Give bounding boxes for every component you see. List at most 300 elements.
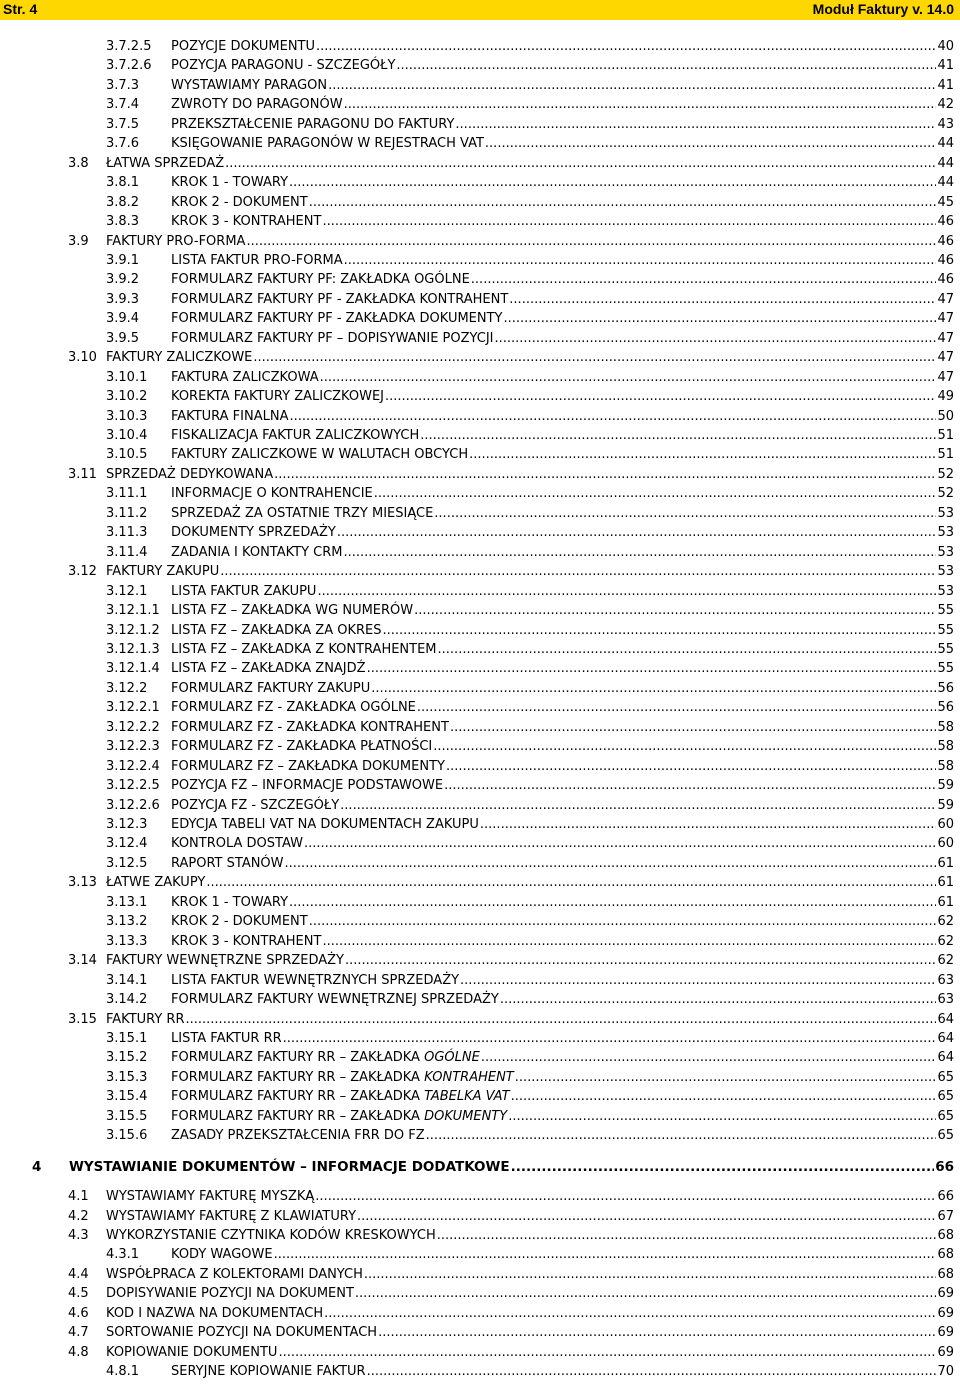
toc-dot-leader xyxy=(371,680,936,697)
toc-entry[interactable] xyxy=(106,367,954,386)
toc-dot-leader xyxy=(274,1246,937,1263)
toc-entry[interactable] xyxy=(106,250,954,269)
toc-entry[interactable] xyxy=(68,1322,954,1341)
toc-entry-title-text: LISTA FAKTUR ZAKUPU xyxy=(171,583,317,599)
toc-entry[interactable] xyxy=(106,1125,954,1144)
toc-entry[interactable] xyxy=(106,833,954,852)
toc-entry-title xyxy=(171,446,468,463)
toc-entry-title xyxy=(171,544,342,561)
toc-dot-leader xyxy=(396,57,936,74)
toc-entry-title xyxy=(106,1305,323,1322)
toc-entry[interactable] xyxy=(68,872,954,891)
toc-entry[interactable] xyxy=(106,328,954,347)
toc-entry-title-text: FORMULARZ FAKTURY PF - ZAKŁADKA DOKUMENTY xyxy=(171,311,503,327)
toc-entry-title-text: LISTA FZ – ZAKŁADKA Z KONTRAHENTEM xyxy=(171,641,437,657)
toc-entry-title xyxy=(171,972,459,989)
toc-entry[interactable] xyxy=(68,1225,954,1244)
toc-entry-title xyxy=(171,252,343,269)
toc-entry-title xyxy=(106,952,344,969)
toc-entry-title xyxy=(171,583,316,600)
toc-entry[interactable] xyxy=(106,1106,954,1125)
toc-entry[interactable] xyxy=(106,55,954,74)
toc-dot-leader xyxy=(469,446,936,463)
toc-entry-title xyxy=(171,38,315,55)
toc-entry-page: 65 xyxy=(937,1108,954,1124)
toc-entry[interactable] xyxy=(106,444,954,463)
toc-entry-page: 51 xyxy=(937,428,954,443)
toc-entry-title xyxy=(171,680,370,697)
toc-dot-leader xyxy=(316,38,936,55)
toc-entry-title xyxy=(171,1127,425,1144)
toc-entry[interactable] xyxy=(68,1303,954,1322)
toc-entry-title-text: KROK 2 - DOKUMENT xyxy=(171,194,308,210)
toc-entry-title-italic: DOKUMENTY xyxy=(424,1108,508,1124)
toc-entry-number: 3.12.1.1 xyxy=(106,603,160,619)
toc-entry[interactable] xyxy=(106,600,954,619)
toc-entry[interactable] xyxy=(68,464,954,483)
toc-entry-title-text: KOPIOWANIE DOKUMENTU xyxy=(106,1344,278,1360)
toc-entry-title-text: PRZEKSZTAŁCENIE PARAGONU DO FAKTURY xyxy=(171,116,455,132)
toc-entry-title xyxy=(106,233,245,250)
toc-entry-title-text: FORMULARZ FZ – ZAKŁADKA DOKUMENTY xyxy=(171,758,445,774)
toc-entry-page: 47 xyxy=(937,291,954,307)
toc-entry[interactable] xyxy=(106,36,954,55)
toc-entry-number: 3.7.3 xyxy=(106,77,140,93)
toc-entry-title-text: FAKTURY PRO-FORMA xyxy=(106,233,246,249)
toc-entry-title-text: WYSTAWIAMY FAKTURĘ Z KLAWIATURY xyxy=(106,1208,357,1224)
toc-entry-title xyxy=(171,291,508,308)
toc-entry-title xyxy=(171,816,479,833)
toc-entry[interactable] xyxy=(106,775,954,794)
toc-entry-title xyxy=(171,777,443,794)
toc-entry[interactable] xyxy=(68,1264,954,1283)
toc-entry-number: 3.7.2.6 xyxy=(106,58,152,74)
toc-entry-number: 3.14 xyxy=(68,953,97,969)
toc-dot-leader xyxy=(315,1188,936,1205)
toc-entry-title-text: POZYCJA FZ – INFORMACJE PODSTAWOWE xyxy=(171,778,444,794)
toc-entry[interactable] xyxy=(106,289,954,308)
toc-entry-page: 46 xyxy=(937,272,954,288)
toc-entry-page: 53 xyxy=(937,525,954,541)
toc-entry-page: 40 xyxy=(937,39,954,54)
toc-entry[interactable] xyxy=(106,425,954,444)
toc-entry-title-text: KROK 3 - KONTRAHENT xyxy=(171,933,322,949)
toc-entry[interactable] xyxy=(106,308,954,327)
toc-dot-leader xyxy=(511,1159,935,1176)
toc-entry[interactable] xyxy=(68,1342,954,1361)
toc-dot-leader xyxy=(420,427,936,444)
toc-entry-page: 69 xyxy=(937,1344,954,1360)
toc-dot-leader xyxy=(278,1344,936,1361)
toc-entry-page: 70 xyxy=(937,1364,954,1380)
toc-entry-number: 3.11.2 xyxy=(106,505,148,521)
toc-entry-title-text: SPRZEDAŻ DEDYKOWANA xyxy=(106,466,274,482)
toc-entry-title xyxy=(171,641,437,658)
toc-entry-title-text: FAKTURY WEWNĘTRZNE SPRZEDAŻY xyxy=(106,953,344,969)
toc-entry[interactable] xyxy=(106,639,954,658)
toc-entry-number: 3.8.1 xyxy=(106,175,140,191)
toc-entry-page: 51 xyxy=(937,447,954,463)
toc-entry[interactable] xyxy=(68,1206,954,1225)
toc-entry-page: 66 xyxy=(937,1189,954,1205)
toc-entry-title xyxy=(171,174,288,191)
toc-entry-page: 45 xyxy=(937,194,954,210)
toc-entry-number: 4.3 xyxy=(68,1228,89,1243)
toc-entry-title-text: POZYCJA PARAGONU - SZCZEGÓŁY xyxy=(171,58,396,74)
toc-entry-number: 3.13.2 xyxy=(106,914,148,930)
toc-entry-title xyxy=(171,1030,282,1047)
toc-dot-leader xyxy=(515,1069,937,1086)
toc-entry-title xyxy=(106,1285,354,1302)
toc-entry-number: 3.12.2.5 xyxy=(106,778,160,794)
toc-entry-number: 4.6 xyxy=(68,1305,89,1321)
toc-entry-title-text: KROK 1 - TOWARY xyxy=(171,175,289,191)
toc-dot-leader xyxy=(500,991,937,1008)
toc-entry-page: 58 xyxy=(937,739,954,755)
toc-entry-page: 58 xyxy=(937,758,954,774)
toc-entry-title xyxy=(171,271,470,288)
toc-dot-leader xyxy=(309,913,937,930)
toc-entry-page: 64 xyxy=(937,1011,954,1027)
toc-entry[interactable] xyxy=(68,950,954,969)
toc-entry-title-text: WSPÓŁPRACA Z KOLEKTORAMI DANYCH xyxy=(106,1266,363,1282)
toc-entry[interactable] xyxy=(68,153,954,172)
toc-dot-leader xyxy=(417,699,937,716)
toc-entry-title-text: WYKORZYSTANIE CZYTNIKA KODÓW KRESKOWYCH xyxy=(106,1228,436,1243)
toc-entry-number: 3.9.4 xyxy=(106,311,140,327)
toc-dot-leader xyxy=(438,641,937,658)
toc-dot-leader xyxy=(385,388,936,405)
toc-entry-title xyxy=(106,1188,314,1205)
toc-entry-title-text: FAKTURY RR xyxy=(106,1011,185,1027)
toc-entry[interactable] xyxy=(106,542,954,561)
toc-entry-title-text: KOREKTA FAKTURY ZALICZKOWEJ xyxy=(171,389,384,405)
toc-entry-page: 53 xyxy=(937,583,954,599)
toc-entry-number: 3.12.2.4 xyxy=(106,758,160,774)
toc-entry[interactable] xyxy=(106,503,954,522)
toc-entry-number: 3.11.4 xyxy=(106,544,148,560)
toc-entry-title-text: KONTROLA DOSTAW xyxy=(171,836,304,852)
toc-entry-number: 4.8.1 xyxy=(106,1364,140,1380)
toc-entry[interactable] xyxy=(106,581,954,600)
toc-entry-page: 69 xyxy=(937,1286,954,1302)
toc-entry-page: 69 xyxy=(937,1325,954,1341)
toc-entry[interactable] xyxy=(106,114,954,133)
toc-entry-page: 62 xyxy=(937,933,954,949)
toc-entry-number: 3.12.1 xyxy=(106,583,148,599)
toc-entry-number: 3.12.2.3 xyxy=(106,739,160,755)
toc-dot-leader xyxy=(309,194,937,211)
toc-entry-page: 61 xyxy=(937,894,954,910)
toc-entry[interactable] xyxy=(106,756,954,775)
toc-entry-number: 3.10.5 xyxy=(106,447,148,463)
toc-entry-title xyxy=(171,96,343,113)
toc-entry-number: 4.2 xyxy=(68,1208,89,1224)
toc-entry-number: 3.9.2 xyxy=(106,272,140,288)
toc-entry-title xyxy=(171,1246,273,1263)
toc-entry-page: 42 xyxy=(937,97,954,113)
toc-entry-page: 43 xyxy=(937,116,954,132)
toc-entry[interactable] xyxy=(106,658,954,677)
toc-entry-page: 68 xyxy=(937,1266,954,1282)
toc-dot-leader xyxy=(434,505,936,522)
toc-entry-page: 55 xyxy=(937,641,954,657)
toc-entry-page: 47 xyxy=(937,369,954,385)
toc-dot-leader xyxy=(289,408,936,425)
toc-entry[interactable] xyxy=(106,717,954,736)
toc-dot-leader xyxy=(367,660,937,677)
toc-entry[interactable] xyxy=(68,1186,954,1205)
toc-entry-title-text: LISTA FAKTUR WEWNĘTRZNYCH SPRZEDAŻY xyxy=(171,972,460,988)
toc-entry-title xyxy=(171,991,499,1008)
toc-entry-title xyxy=(171,388,384,405)
toc-entry[interactable] xyxy=(106,483,954,502)
toc-dot-leader xyxy=(509,291,936,308)
toc-entry-title-text: INFORMACJE O KONTRAHENCIE xyxy=(171,486,373,502)
page-header xyxy=(0,0,960,20)
toc-dot-leader xyxy=(328,77,936,94)
toc-entry-page: 58 xyxy=(937,719,954,735)
toc-entry-title-text: WYSTAWIANIE DOKUMENTÓW – INFORMACJE DODATKOWE xyxy=(69,1158,510,1175)
toc-entry-page: 59 xyxy=(937,778,954,794)
toc-dot-leader xyxy=(225,155,936,172)
toc-entry[interactable] xyxy=(68,1009,954,1028)
toc-entry-title xyxy=(171,77,327,94)
toc-entry-title xyxy=(69,1159,510,1176)
toc-entry[interactable] xyxy=(106,814,954,833)
toc-entry-title xyxy=(171,369,319,386)
toc-entry-title xyxy=(171,913,308,930)
toc-entry-title xyxy=(171,1088,510,1105)
toc-entry-title-text: SPRZEDAŻ ZA OSTATNIE TRZY MIESIĄCE xyxy=(171,505,434,521)
toc-entry-title-text: FORMULARZ FAKTURY RR – ZAKŁADKA xyxy=(171,1089,425,1105)
toc-dot-leader xyxy=(378,1324,936,1341)
toc-entry-page: 66 xyxy=(935,1158,954,1175)
toc-entry-title-text: FORMULARZ FAKTURY ZAKUPU xyxy=(171,680,371,696)
toc-entry[interactable] xyxy=(106,697,954,716)
toc-entry-number: 3.15.4 xyxy=(106,1089,148,1105)
toc-entry-title-text: KOD I NAZWA NA DOKUMENTACH xyxy=(106,1305,324,1321)
toc-entry-title-text: FORMULARZ FZ - ZAKŁADKA PŁATNOŚCI xyxy=(171,739,433,755)
toc-entry-title xyxy=(171,855,284,872)
toc-entry-page: 63 xyxy=(937,992,954,1008)
toc-entry-number: 3.11 xyxy=(68,466,97,482)
toc-entry-title-text: FAKTURY ZALICZKOWE xyxy=(106,350,253,366)
toc-entry-title xyxy=(171,1108,507,1125)
toc-entry-number: 3.7.6 xyxy=(106,136,140,152)
toc-dot-leader xyxy=(355,1285,937,1302)
toc-entry-page: 69 xyxy=(937,1305,954,1321)
toc-entry-page: 68 xyxy=(937,1247,954,1263)
toc-entry[interactable] xyxy=(106,386,954,405)
toc-entry-title xyxy=(171,602,413,619)
toc-entry-title-text: FORMULARZ FAKTURY PF – DOPISYWANIE POZYCJI xyxy=(171,330,494,346)
toc-entry[interactable] xyxy=(106,795,954,814)
toc-entry[interactable] xyxy=(106,172,954,191)
toc-entry-title xyxy=(171,524,336,541)
toc-entry[interactable] xyxy=(106,1361,954,1380)
toc-entry[interactable] xyxy=(106,620,954,639)
toc-entry-title xyxy=(106,1266,363,1283)
toc-entry-page: 64 xyxy=(937,1030,954,1046)
toc-dot-leader xyxy=(340,797,936,814)
toc-entry-number: 4.5 xyxy=(68,1286,89,1302)
toc-dot-leader xyxy=(446,758,937,775)
toc-entry[interactable] xyxy=(32,1157,954,1176)
toc-dot-leader xyxy=(444,777,936,794)
toc-entry[interactable] xyxy=(68,231,954,250)
toc-entry-page: 47 xyxy=(937,330,954,346)
toc-entry-title xyxy=(171,330,494,347)
toc-entry-title-text: LISTA FZ – ZAKŁADKA WG NUMERÓW xyxy=(171,603,414,619)
toc-entry-page: 41 xyxy=(937,77,954,93)
toc-entry-title xyxy=(106,1324,377,1341)
toc-entry[interactable] xyxy=(106,736,954,755)
toc-entry-title xyxy=(171,894,288,911)
toc-entry[interactable] xyxy=(106,75,954,94)
toc-entry-title xyxy=(171,505,433,522)
toc-entry-title-text: FAKTURA FINALNA xyxy=(171,408,289,424)
toc-entry-page: 53 xyxy=(937,505,954,521)
toc-entry-page: 55 xyxy=(937,603,954,619)
toc-entry[interactable] xyxy=(106,970,954,989)
toc-entry-page: 46 xyxy=(937,214,954,230)
toc-entry-page: 61 xyxy=(937,855,954,871)
toc-entry-title-text: FORMULARZ FAKTURY RR – ZAKŁADKA xyxy=(171,1108,425,1124)
toc-dot-leader xyxy=(364,1266,937,1283)
toc-entry[interactable] xyxy=(68,1283,954,1302)
toc-entry-title-text: FORMULARZ FAKTURY PF: ZAKŁADKA OGÓLNE xyxy=(171,272,470,288)
toc-entry-number: 3.15.5 xyxy=(106,1108,148,1124)
toc-entry-title-text: POZYCJA FZ - SZCZEGÓŁY xyxy=(171,797,340,813)
toc-entry-number: 3.15 xyxy=(68,1011,97,1027)
toc-dot-leader xyxy=(246,233,936,250)
toc-entry-page: 47 xyxy=(937,311,954,327)
toc-entry-title-text: FAKTURA ZALICZKOWA xyxy=(171,369,319,385)
toc-entry-page: 59 xyxy=(937,797,954,813)
toc-entry-number: 3.14.1 xyxy=(106,972,148,988)
toc-entry-page: 62 xyxy=(937,914,954,930)
toc-entry[interactable] xyxy=(106,853,954,872)
toc-entry-number: 4.8 xyxy=(68,1344,89,1360)
toc-entry[interactable] xyxy=(106,911,954,930)
toc-dot-leader xyxy=(206,874,936,891)
toc-dot-leader xyxy=(344,96,937,113)
toc-dot-leader xyxy=(495,330,937,347)
page-number: Str. 4 xyxy=(3,1,38,17)
toc-entry-title-text: RAPORT STANÓW xyxy=(171,855,284,871)
toc-entry-number: 3.8.2 xyxy=(106,194,140,210)
toc-entry-page: 65 xyxy=(937,1069,954,1085)
toc-entry-title-italic: TABELKA VAT xyxy=(424,1089,510,1105)
toc-dot-leader xyxy=(481,1049,937,1066)
toc-dot-leader xyxy=(253,349,936,366)
toc-entry-title-text: ŁATWA SPRZEDAŻ xyxy=(106,155,225,171)
toc-entry-number: 3.9.3 xyxy=(106,291,140,307)
toc-entry-title xyxy=(171,485,373,502)
toc-entry-title xyxy=(106,563,219,580)
toc-entry-title-text: FISKALIZACJA FAKTUR ZALICZKOWYCH xyxy=(171,428,420,443)
toc-entry[interactable] xyxy=(106,678,954,697)
toc-entry-title xyxy=(171,427,419,444)
toc-entry[interactable] xyxy=(106,892,954,911)
toc-entry-title-text: EDYCJA TABELI VAT NA DOKUMENTACH ZAKUPU xyxy=(171,817,479,832)
toc-entry-title-text: ZASADY PRZEKSZTAŁCENIA FRR DO FZ xyxy=(171,1128,425,1144)
toc-dot-leader xyxy=(508,1108,936,1125)
toc-entry[interactable] xyxy=(106,94,954,113)
toc-entry-page: 46 xyxy=(937,252,954,268)
toc-entry-number: 3.12.4 xyxy=(106,836,148,852)
toc-entry-number: 3.7.4 xyxy=(106,97,140,113)
toc-entry-title-text: FORMULARZ FAKTURY RR – ZAKŁADKA xyxy=(171,1050,425,1066)
toc-dot-leader xyxy=(317,583,936,600)
toc-entry-title xyxy=(106,1011,185,1028)
toc-entry-title xyxy=(171,135,484,152)
toc-entry[interactable] xyxy=(68,561,954,580)
toc-entry[interactable] xyxy=(106,269,954,288)
toc-entry[interactable] xyxy=(106,1028,954,1047)
toc-entry-title-text: KROK 3 - KONTRAHENT xyxy=(171,214,322,230)
toc-entry-title xyxy=(171,660,366,677)
toc-entry-number: 3.12.5 xyxy=(106,855,148,871)
toc-entry-title-text: KROK 2 - DOKUMENT xyxy=(171,914,308,930)
toc-entry[interactable] xyxy=(106,211,954,230)
toc-entry[interactable] xyxy=(106,1047,954,1066)
toc-entry-page: 44 xyxy=(937,155,954,171)
toc-entry-title xyxy=(171,835,303,852)
toc-entry-number: 3.12.3 xyxy=(106,817,148,832)
toc-dot-leader xyxy=(511,1088,937,1105)
toc-entry-title-text: FORMULARZ FZ - ZAKŁADKA KONTRAHENT xyxy=(171,719,449,735)
toc-entry-number: 4.4 xyxy=(68,1266,89,1282)
toc-entry-number: 3.15.1 xyxy=(106,1030,148,1046)
toc-dot-leader xyxy=(480,816,937,833)
toc-entry-title xyxy=(171,699,416,716)
toc-entry-title-text: FORMULARZ FAKTURY RR – ZAKŁADKA xyxy=(171,1069,425,1085)
toc-entry[interactable] xyxy=(106,1244,954,1263)
toc-entry[interactable] xyxy=(106,522,954,541)
toc-dot-leader xyxy=(344,252,937,269)
toc-entry-title-text: POZYCJE DOKUMENTU xyxy=(171,39,316,54)
toc-entry-page: 56 xyxy=(937,700,954,716)
toc-entry-number: 3.10.1 xyxy=(106,369,148,385)
toc-entry-page: 60 xyxy=(937,836,954,852)
toc-dot-leader xyxy=(437,1227,937,1244)
toc-entry[interactable] xyxy=(68,347,954,366)
toc-entry[interactable] xyxy=(106,989,954,1008)
toc-entry-page: 50 xyxy=(937,408,954,424)
toc-dot-leader xyxy=(455,116,936,133)
toc-entry-title xyxy=(171,933,321,950)
toc-entry[interactable] xyxy=(106,192,954,211)
toc-dot-leader xyxy=(283,1030,937,1047)
toc-entry[interactable] xyxy=(106,931,954,950)
toc-dot-leader xyxy=(285,855,937,872)
toc-entry[interactable] xyxy=(106,406,954,425)
toc-dot-leader xyxy=(450,719,937,736)
toc-entry[interactable] xyxy=(106,1086,954,1105)
toc-entry-number: 3.10.3 xyxy=(106,408,148,424)
toc-dot-leader xyxy=(289,894,936,911)
toc-entry[interactable] xyxy=(106,1067,954,1086)
toc-dot-leader xyxy=(343,544,936,561)
toc-entry-title xyxy=(171,116,454,133)
toc-entry-title xyxy=(171,797,339,814)
toc-entry[interactable] xyxy=(106,133,954,152)
toc-entry-page: 64 xyxy=(937,1050,954,1066)
toc-entry-page: 41 xyxy=(937,58,954,74)
toc-entry-title xyxy=(171,194,308,211)
